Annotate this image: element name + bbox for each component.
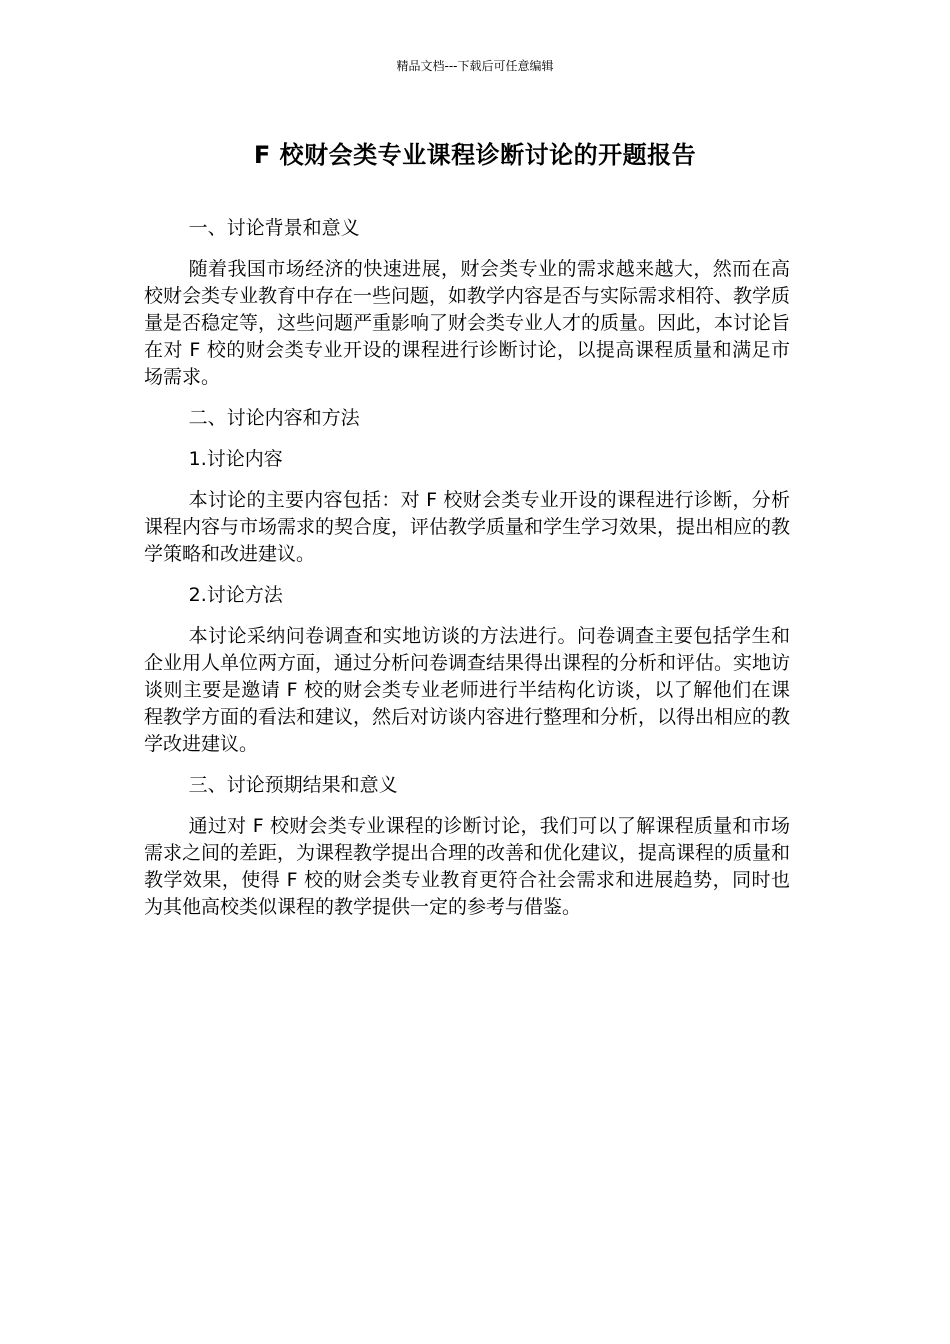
paragraph-method: 本讨论采纳问卷调查和实地访谈的方法进行。问卷调查主要包括学生和企业用人单位两方面，通过分析问卷调查结果得出课程的分析和评估。实地访谈则主要是邀请 F 校的财会类专业老师进行半结构化访谈，以了解他们在课程教学方面的看法和建议，然后对访谈内容进行整理和分析，以得出相应的教学改进建议。 [144,625,791,755]
section-heading-expected-results: 三、讨论预期结果和意义 [188,774,398,796]
section-heading-background: 一、讨论背景和意义 [188,217,360,239]
paragraph-background: 随着我国市场经济的快速进展，财会类专业的需求越来越大，然而在高校财会类专业教育中存在一些问题，如教学内容是否与实际需求相符、教学质量是否稳定等，这些问题严重影响了财会类专业人才的质量。因此，本讨论旨在对 F 校的财会类专业开设的课程进行诊断讨论，以提高课程质量和满足市场需求。 [144,258,791,388]
subheading-method: 2.讨论方法 [188,584,283,606]
header-note: 精品文档---下载后可任意编辑 [396,59,554,73]
section-heading-content-method: 二、讨论内容和方法 [188,407,360,429]
paragraph-expected-results: 通过对 F 校财会类专业课程的诊断讨论，我们可以了解课程质量和市场需求之间的差距，为课程教学提出合理的改善和优化建议，提高课程的质量和教学效果，使得 F 校的财会类专业教育更符合社会需求和进展趋势，同时也为其他高校类似课程的教学提供一定的参考与借鉴。 [144,815,791,918]
subheading-content: 1.讨论内容 [188,448,283,470]
document-body [144,215,790,935]
paragraph-content: 本讨论的主要内容包括：对 F 校财会类专业开设的课程进行诊断，分析课程内容与市场需求的契合度，评估教学质量和学生学习效果，提出相应的教学策略和改进建议。 [144,489,791,565]
document-title: F 校财会类专业课程诊断讨论的开题报告 [253,141,697,169]
